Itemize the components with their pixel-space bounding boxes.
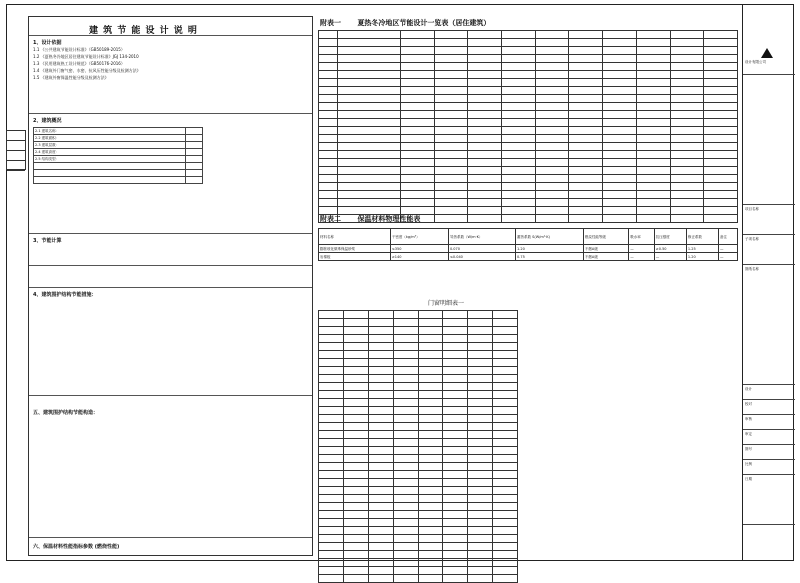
table3-title: 门窗明细表一 <box>428 300 465 307</box>
table-row <box>319 519 518 527</box>
table-row <box>319 543 518 551</box>
title-label: 审核 <box>745 417 752 421</box>
title-label: 图号 <box>745 447 752 451</box>
table-row <box>319 415 518 423</box>
table-row <box>319 351 518 359</box>
table-row <box>319 423 518 431</box>
title-block <box>742 4 795 561</box>
table-row <box>319 511 518 519</box>
table-row <box>319 535 518 543</box>
material-table: 材料名称 干密度（kg/m³） 导热系数（W/m·K） 蓄热系数 S(W/m²·K) 燃烧性能等级 吸水率 抗压强度 修正系数 备注 膨胀玻化微珠保温砂浆 ≤350 0.070 1.20 不燃A级 — ≥0.50 1.25 — 岩棉板 ≥140 ≤0.040 0.75 不燃A级 — — 1.20 — <box>318 228 738 261</box>
door-window-table <box>318 310 518 583</box>
table-row <box>319 503 518 511</box>
table-row <box>319 463 518 471</box>
table-row <box>319 391 518 399</box>
table-row <box>319 479 518 487</box>
section-2-heading: 2、建筑概况 <box>33 118 62 124</box>
table-row <box>319 367 518 375</box>
table-row <box>319 439 518 447</box>
section-3-heading: 3、节能计算 <box>33 238 62 244</box>
energy-table <box>318 30 738 223</box>
table-row <box>319 383 518 391</box>
section-1-heading: 1、设计依据 <box>33 40 62 46</box>
table-row <box>319 471 518 479</box>
title-label: 设计 <box>745 387 752 391</box>
table-row <box>319 327 518 335</box>
basis-line: 1.2 《夏热冬冷地区居住建筑节能设计标准》JGJ 134-2010 <box>33 54 139 59</box>
table-row <box>319 375 518 383</box>
title-label: 校对 <box>745 402 752 406</box>
table-row <box>319 495 518 503</box>
table2-label: 附表二 <box>320 215 341 223</box>
table-row <box>319 343 518 351</box>
table1-label: 附表一 <box>320 19 341 27</box>
basis-line: 1.5 《建筑外窗保温性能分级及检测方法》 <box>33 75 109 80</box>
section-4-heading: 4、建筑围护结构节能措施： <box>33 292 97 298</box>
title-label: 比例 <box>745 462 752 466</box>
table-row <box>319 319 518 327</box>
design-notes-column <box>28 16 313 556</box>
title-label: 图纸名称 <box>745 267 759 271</box>
revision-strip <box>6 130 26 170</box>
overview-table: 2.1 建筑名称： 2.2 建筑面积： 2.3 建筑层数： 2.4 建筑高度： 2.5 结构类型： <box>33 127 203 184</box>
company-name: 设计有限公司 <box>745 60 766 64</box>
table-row <box>319 399 518 407</box>
table-row: 膨胀玻化微珠保温砂浆 ≤350 0.070 1.20 不燃A级 — ≥0.50 1.25 — <box>319 245 738 253</box>
table-row <box>319 567 518 575</box>
title-label: 审定 <box>745 432 752 436</box>
table-row <box>319 431 518 439</box>
table-row <box>319 311 518 319</box>
section-6-heading: 六、保温材料性能指标参数 (燃烧性能) <box>33 544 120 550</box>
company-logo-icon <box>761 48 773 58</box>
table-row <box>319 455 518 463</box>
table-row <box>319 559 518 567</box>
notes-title: 建 筑 节 能 设 计 说 明 <box>89 26 198 36</box>
table-row <box>319 407 518 415</box>
title-label: 项目名称 <box>745 207 759 211</box>
basis-line: 1.1 《公共建筑节能设计标准》（GB50189-2015） <box>33 47 125 52</box>
table-row <box>319 335 518 343</box>
section-5-heading: 五、建筑围护结构节能构造： <box>33 410 99 416</box>
basis-line: 1.3 《民用建筑热工设计规范》（GB50176-2016） <box>33 61 125 66</box>
table-row <box>319 551 518 559</box>
table-row <box>319 447 518 455</box>
table-row <box>319 487 518 495</box>
table-row <box>319 575 518 583</box>
basis-line: 1.4 《建筑外门窗气密、水密、抗风压性能分级及检测方法》 <box>33 68 141 73</box>
title-label: 日期 <box>745 477 752 481</box>
title-label: 子项名称 <box>745 237 759 241</box>
table-row: 岩棉板 ≥140 ≤0.040 0.75 不燃A级 — — 1.20 — <box>319 253 738 261</box>
table2-title: 保温材料物理性能表 <box>357 215 421 223</box>
table1-title: 夏热冬冷地区节能设计一览表（居住建筑） <box>357 19 491 27</box>
table-row <box>319 527 518 535</box>
table-row <box>319 359 518 367</box>
